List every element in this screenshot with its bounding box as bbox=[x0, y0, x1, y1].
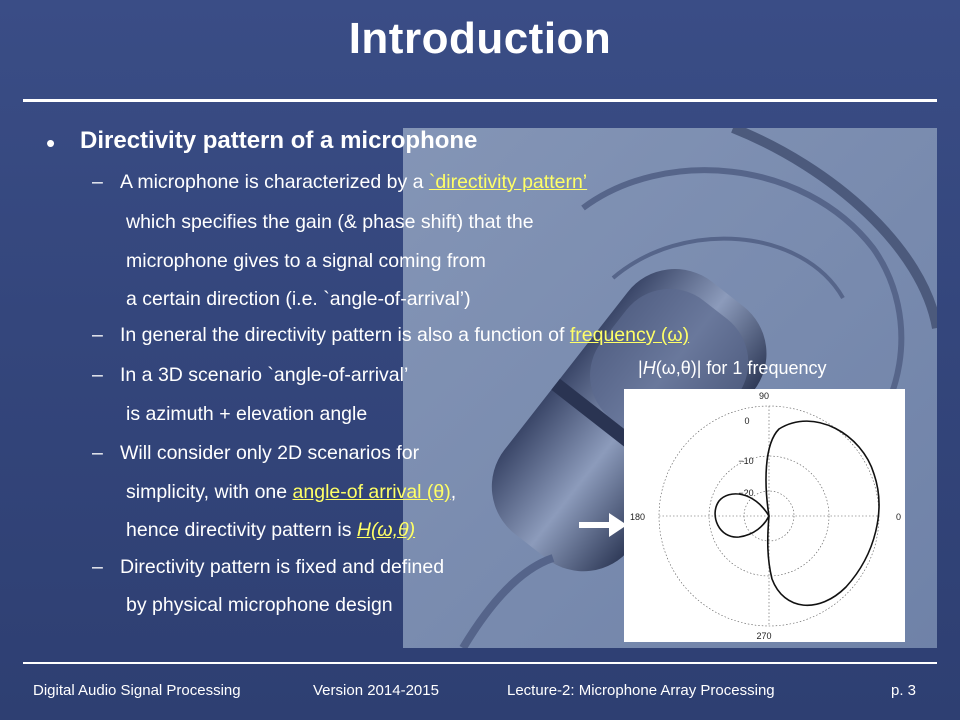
bullet-line-7: is azimuth + elevation angle bbox=[126, 403, 368, 425]
footer-divider bbox=[23, 662, 937, 664]
polar-label-90: 90 bbox=[758, 391, 770, 401]
polar-directivity-plot bbox=[624, 389, 905, 642]
polar-label-0-top: 0 bbox=[744, 416, 750, 426]
dash-icon: – bbox=[92, 442, 103, 464]
bullet-line-8: Will consider only 2D scenarios for bbox=[120, 442, 420, 464]
main-bullet-heading: Directivity pattern of a microphone bbox=[80, 127, 478, 154]
footer-page-number: p. 3 bbox=[891, 682, 917, 699]
bullet-line-9: simplicity, with one angle-of arrival (θ), bbox=[126, 481, 457, 503]
polar-label-minus10: −10 bbox=[738, 456, 754, 466]
polar-label-180: 180 bbox=[630, 512, 646, 522]
right-arrow-icon bbox=[579, 511, 627, 539]
bullet-line-4: a certain direction (i.e. `angle-of-arrival’) bbox=[126, 288, 471, 310]
title-divider bbox=[23, 99, 937, 102]
footer-course: Digital Audio Signal Processing bbox=[33, 682, 241, 699]
bullet-line-12: by physical microphone design bbox=[126, 594, 393, 616]
polar-plot-caption: |H(ω,θ)| for 1 frequency bbox=[638, 358, 827, 378]
footer-lecture: Lecture-2: Microphone Array Processing bbox=[507, 682, 775, 699]
footer-version: Version 2014-2015 bbox=[313, 682, 439, 699]
dash-icon: – bbox=[92, 556, 103, 578]
polar-label-0-right: 0 bbox=[896, 512, 902, 522]
dash-icon: – bbox=[92, 324, 103, 346]
bullet-line-2: which specifies the gain (& phase shift) that the bbox=[126, 211, 534, 233]
bullet-icon: • bbox=[46, 128, 56, 158]
polar-label-270: 270 bbox=[756, 631, 772, 641]
bullet-line-6: In a 3D scenario `angle-of-arrival’ bbox=[120, 364, 409, 386]
slide-title: Introduction bbox=[348, 14, 612, 63]
bullet-line-10: hence directivity pattern is H(ω,θ) bbox=[126, 519, 416, 541]
bullet-line-1: A microphone is characterized by a `directivity pattern’ bbox=[120, 171, 588, 193]
dash-icon: – bbox=[92, 364, 103, 386]
polar-label-minus20: −20 bbox=[738, 488, 754, 498]
bullet-line-5: In general the directivity pattern is also a function of frequency (ω) bbox=[120, 324, 690, 346]
dash-icon: – bbox=[92, 171, 103, 193]
bullet-line-11: Directivity pattern is fixed and defined bbox=[120, 556, 445, 578]
bullet-line-3: microphone gives to a signal coming from bbox=[126, 250, 486, 272]
